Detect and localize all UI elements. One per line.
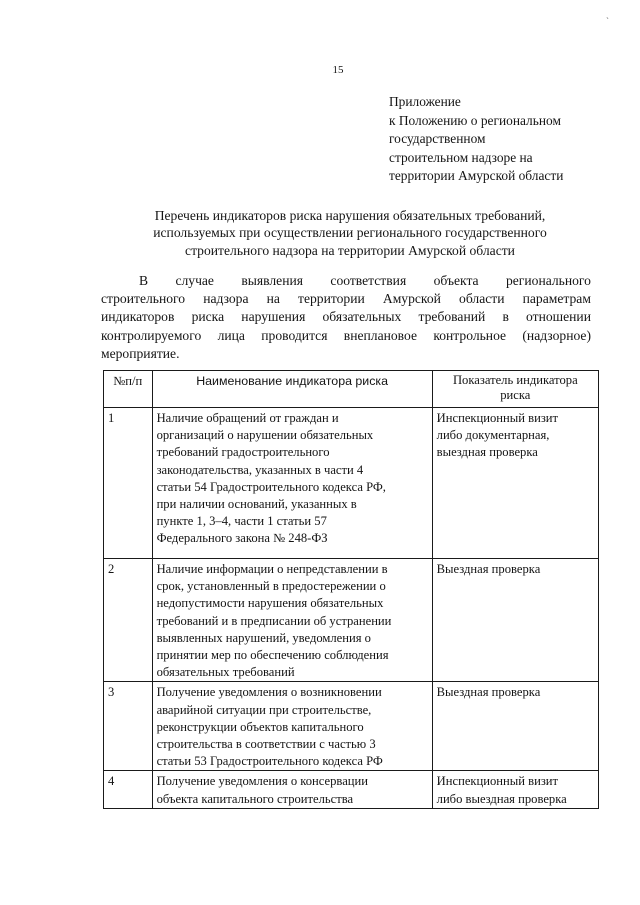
indicator-line: Выездная проверка — [436, 562, 541, 576]
header-indicator — [432, 371, 598, 408]
scan-mark: ` — [606, 16, 609, 26]
intro-word: отношении — [526, 309, 591, 325]
header-indicator-line: Показатель индикатора — [452, 373, 578, 387]
name-line: недопустимости нарушения обязательных — [156, 596, 384, 611]
row-number: 3 — [104, 682, 153, 771]
name-line: законодательства, указанных в части 4 — [156, 462, 364, 477]
name-line: объекта капитального строительства — [156, 791, 354, 806]
appendix-line: Приложение — [389, 94, 461, 109]
appendix-line: строительном надзоре на — [389, 149, 533, 165]
intro-word: контрольное — [433, 327, 507, 343]
appendix-block — [389, 93, 629, 186]
name-line: статьи 53 Градостроительного кодекса РФ — [156, 754, 383, 769]
row-indicator-value — [432, 682, 598, 771]
name-line: срок, установленный в предостережении о — [156, 579, 386, 594]
title-line: строительного надзора на территории Амурской области — [185, 242, 515, 258]
intro-word: территории — [298, 291, 365, 307]
name-line: пункте 1, 3–4, части 1 статьи 57 — [156, 514, 327, 529]
header-indicator-line: риска — [500, 388, 531, 402]
intro-word: случае — [175, 273, 214, 288]
name-line: требований градостроительного — [156, 445, 330, 460]
intro-line — [101, 327, 591, 345]
name-line: Федерального закона № 248-ФЗ — [156, 531, 328, 546]
intro-word: области — [459, 291, 505, 307]
intro-word: соответствия — [330, 273, 407, 288]
intro-line — [101, 290, 591, 308]
indicator-line: Инспекционный визит — [436, 774, 559, 789]
name-line: Получение уведомления о консервации — [156, 774, 369, 789]
row-indicator-value — [432, 408, 598, 559]
table-header-row — [104, 371, 599, 408]
name-line: обязательных требований — [156, 665, 295, 680]
intro-word: на — [266, 291, 280, 307]
name-line: выявленных нарушений, уведомления о — [156, 630, 371, 645]
intro-word: обязательных — [322, 309, 402, 325]
name-line: статьи 54 Градостроительного кодекса РФ, — [156, 479, 386, 494]
name-line: требований и в предписании об устранении — [156, 613, 392, 628]
row-indicator-name — [152, 771, 432, 808]
intro-word: в — [502, 309, 509, 325]
intro-word: выявления — [241, 273, 304, 288]
appendix-line: территории Амурской области — [389, 168, 564, 184]
table-row — [104, 559, 599, 682]
appendix-line: государственном — [389, 131, 486, 147]
row-number: 2 — [104, 559, 153, 682]
name-line: при наличии оснований, указанных в — [156, 497, 357, 512]
intro-word: объекта — [433, 273, 479, 288]
intro-word: лица — [217, 327, 245, 343]
name-line: строительства в соответствии с частью 3 — [156, 737, 376, 752]
indicator-line: либо документарная, — [436, 428, 550, 443]
title-line: используемых при осуществлении регионального государственного — [153, 225, 547, 241]
row-indicator-name — [152, 408, 432, 559]
title-line: Перечень индикаторов риска нарушения обязательных требований, — [154, 208, 546, 223]
intro-paragraph — [101, 272, 591, 363]
table-row — [104, 682, 599, 771]
header-num: №п/п — [104, 371, 153, 408]
row-indicator-value — [432, 559, 598, 682]
intro-word: внеплановое — [343, 327, 417, 343]
document-title — [100, 207, 600, 259]
intro-word: риска — [191, 309, 225, 325]
intro-word: нарушения — [241, 309, 306, 325]
risk-indicators-table — [103, 370, 599, 809]
intro-word: В — [139, 273, 149, 288]
intro-word: требований — [418, 309, 486, 325]
intro-word: (надзорное) — [522, 327, 591, 343]
indicator-line: Инспекционный визит — [436, 411, 559, 425]
intro-word: проводится — [261, 327, 328, 343]
page-number: 15 — [332, 64, 344, 76]
intro-word: Амурской — [382, 291, 441, 307]
intro-word: контролируемого — [101, 327, 202, 343]
indicator-line: либо выездная проверка — [436, 791, 567, 806]
indicator-line: выездная проверка — [436, 445, 538, 460]
name-line: Получение уведомления о возникновении — [156, 685, 382, 700]
name-line: организаций о нарушении обязательных — [156, 428, 374, 443]
name-line: аварийной ситуации при строительстве, — [156, 702, 372, 717]
table-row — [104, 408, 599, 559]
intro-word: надзора — [203, 291, 249, 307]
name-line: принятии мер по обеспечению соблюдения — [156, 648, 389, 663]
intro-word: регионального — [505, 273, 591, 288]
row-number: 4 — [104, 771, 153, 808]
row-indicator-name — [152, 682, 432, 771]
intro-line — [101, 308, 591, 326]
intro-line: мероприятие. — [101, 345, 180, 361]
intro-word: параметрам — [522, 291, 591, 307]
appendix-line: к Положению о региональном — [389, 112, 561, 128]
intro-word: строительного — [101, 291, 186, 307]
row-indicator-value — [432, 771, 598, 808]
intro-line — [101, 272, 591, 290]
row-indicator-name — [152, 559, 432, 682]
row-number: 1 — [104, 408, 153, 559]
indicator-line: Выездная проверка — [436, 685, 541, 700]
name-line: Наличие информации о непредставлении в — [156, 562, 388, 576]
name-line: реконструкции объектов капитального — [156, 719, 364, 734]
name-line: Наличие обращений от граждан и — [156, 411, 339, 425]
table-row — [104, 771, 599, 808]
header-name: Наименование индикатора риска — [152, 371, 432, 408]
intro-word: индикаторов — [101, 309, 175, 325]
